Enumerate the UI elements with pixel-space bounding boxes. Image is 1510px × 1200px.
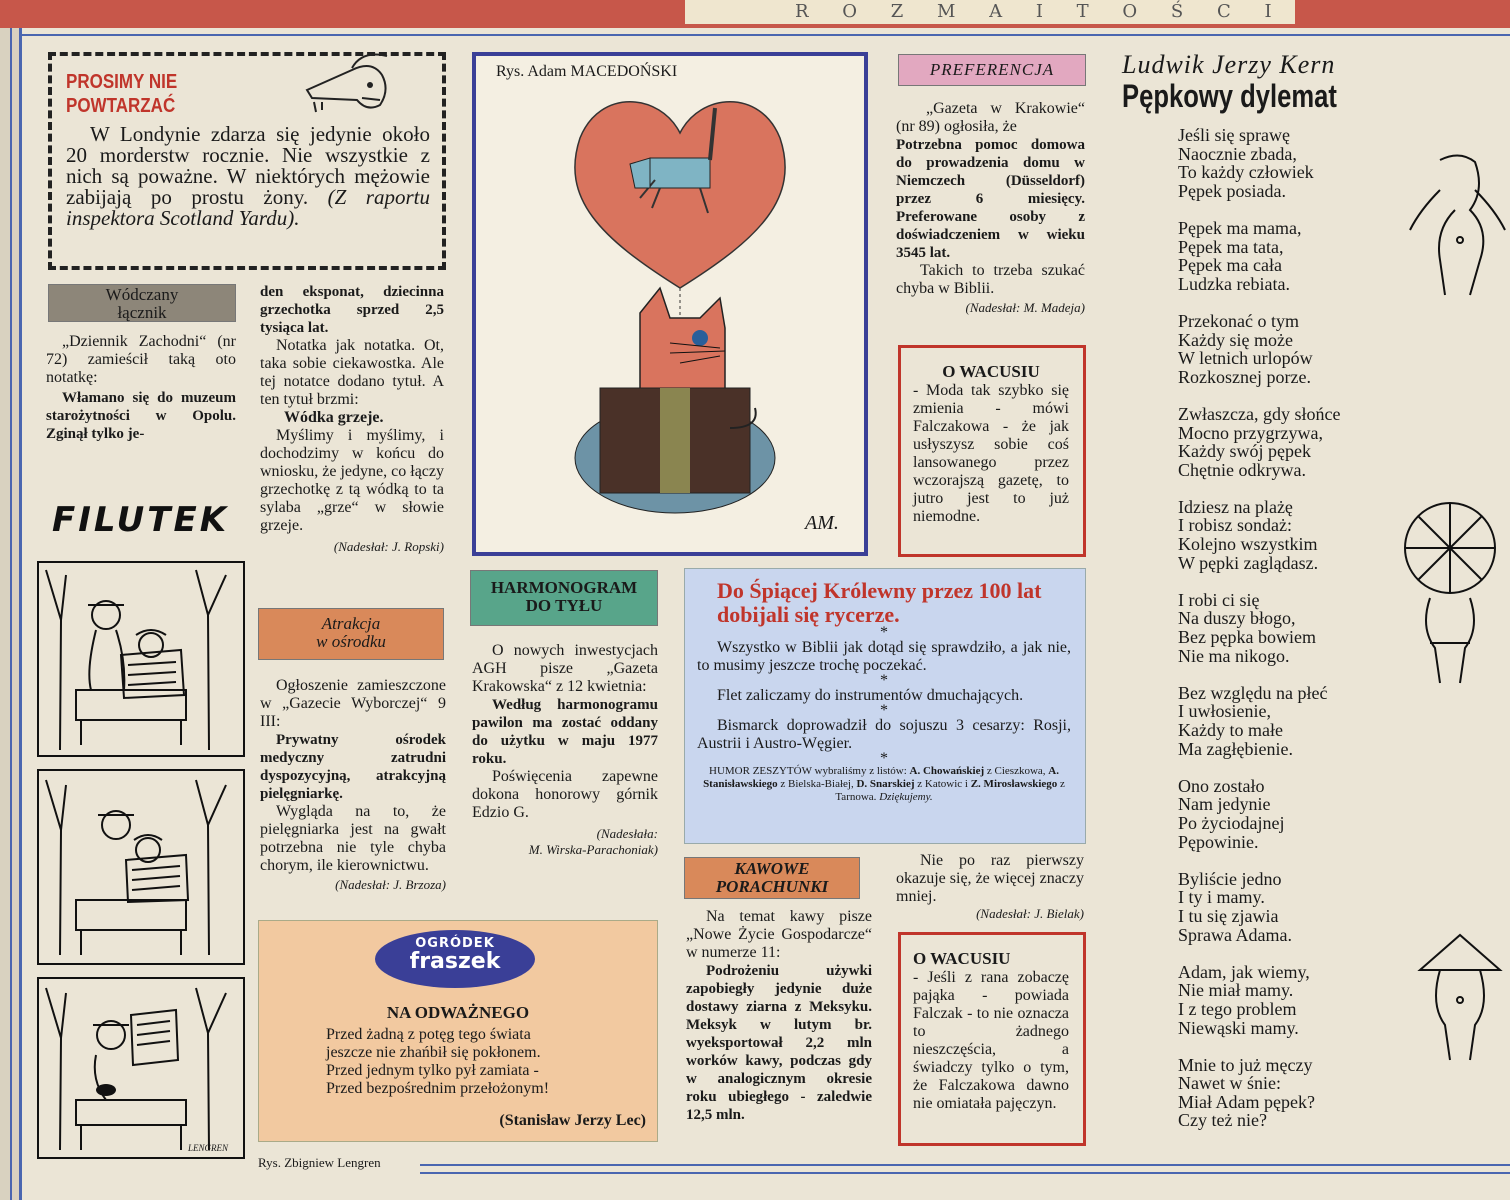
preferencja-intro: „Gazeta w Krakowie“ (nr 89) ogłosiła, że [896, 100, 1085, 135]
poem-line: Ludzka rebiata. [1178, 273, 1290, 294]
atrakcja-intro: Ogłoszenie zamieszczone w „Gazecie Wyborczej“ 9 III: [260, 677, 446, 730]
poem-line: I uwłosienie, [1178, 701, 1271, 722]
spiaca-star: * [880, 624, 888, 641]
poem-line: Mnie to już męczy [1178, 1054, 1313, 1075]
macedonski-credit: Rys. Adam MACEDOŃSKI [496, 63, 678, 80]
poem-stanza [1178, 870, 1438, 944]
prosimy-text: W Londynie zdarza się jedynie około 20 morderstw rocznie. Nie wszystkie z nich są poważne. W niektórych mężowie zabijają po prostu żony. (Z raportu inspektora Scotland Yardu). [66, 122, 430, 230]
poem-line: Adam, jak wiemy, [1178, 961, 1310, 982]
filutek-logo: FILUTEK [52, 500, 230, 540]
poem-stanza [1178, 684, 1438, 758]
poem-title: Pępkowy dylemat [1122, 78, 1337, 114]
kawowe-source: (Nadesłał: J. Bielak) [976, 906, 1084, 921]
wodczany-source: (Nadesłał: J. Ropski) [333, 539, 444, 554]
ogrodek-poem [326, 1026, 646, 1098]
poem-line: Nam jedynie [1178, 794, 1271, 815]
poem-line: Kolejno wszystkim [1178, 534, 1318, 555]
poem-line: Pępek posiada. [1178, 180, 1286, 201]
wacus2-title: O WACUSIU [913, 949, 1011, 968]
prosimy-title: PROSIMY NIE POWTARZAĆ [66, 71, 178, 117]
atrakcja-body [260, 677, 446, 893]
ogrodek-title: NA ODWAŻNEGO [386, 1003, 530, 1022]
prosimy-box [48, 52, 446, 270]
poem-line: Rozkosznej porze. [1178, 366, 1311, 387]
poem-line: Pępek ma tata, [1178, 236, 1284, 257]
kawowe-intro: Na temat kawy pisze „Nowe Życie Gospodarcze“ w numerze 11: [686, 908, 872, 961]
poem-line: I robisz sondaż: [1178, 515, 1292, 536]
preferencja-banner: PREFERENCJA [898, 54, 1086, 86]
poem-line: Byliście jedno [1178, 868, 1282, 889]
harmonogram-intro: O nowych inwestycjach AGH pisze „Gazeta Krakowska“ z 12 kwietnia: [472, 642, 658, 695]
preferencja-text: Takich to trzeba szukać chyba w Biblii. [896, 262, 1085, 297]
spiaca-star: * [880, 702, 888, 719]
atrakcja-source: (Nadesłał: J. Brzoza) [335, 877, 446, 892]
lengren-credit: Rys. Zbigniew Lengren [258, 1155, 381, 1170]
poem-line: Sprawa Adama. [1178, 924, 1292, 945]
poem-line: Idziesz na plażę [1178, 496, 1293, 517]
cat-heart-illustration [560, 88, 800, 528]
harmonogram-banner: HARMONOGRAM DO TYŁU [470, 570, 658, 626]
harmonogram-text: Poświęcenia zapewne dokona honorowy górnik Edzio G. [472, 768, 658, 821]
poem-stanza [1178, 405, 1438, 479]
poem-line: Ma zagłębienie. [1178, 738, 1293, 759]
spiaca-title: Do Śpiącej Królewny przez 100 lat dobijali się rycerze. [717, 578, 1042, 627]
poem-line: Miał Adam pępek? [1178, 1091, 1315, 1112]
wacus2-box [898, 932, 1086, 1146]
poem-stanza [1178, 1056, 1438, 1130]
harmonogram-source-2: M. Wirska-Parachoniak) [528, 842, 658, 857]
kawowe-body [686, 908, 872, 1124]
poem-line: I robi ci się [1178, 589, 1260, 610]
poem-line: Mocno przygrzywa, [1178, 422, 1323, 443]
poem-line: Po życiodajnej [1178, 812, 1285, 833]
poem-stanza [1178, 312, 1438, 386]
top-color-band [0, 0, 1510, 28]
poem-stanza [1178, 963, 1438, 1037]
ogrodek-logo: OGRÓDEK fraszek [375, 930, 535, 988]
wodczany-bold-start: Włamano się do muzeum starożytności w Opolu. Zginął tylko je- [46, 390, 236, 442]
preferencja-bold: Potrzebna pomoc domowa do prowadzenia domu w Niemczech (Düsseldorf) przez 6 miesięcy. Preferowane osoby z doświadczeniem w wieku 3545 lat. [896, 137, 1085, 261]
spiaca-item: Bismarck doprowadził do sojuszu 3 cesarzy: Rosji, Austrii i Austro-Węgier. [697, 717, 1071, 752]
spiaca-item: Wszystko w Biblii jak dotąd się sprawdziło, a jak nie, to musimy jeszcze trochę poczekać. [697, 639, 1071, 674]
nude-figure-1 [1400, 150, 1510, 300]
poem-line: W pępki zaglądasz. [1178, 552, 1319, 573]
poem-line: Niewąski mamy. [1178, 1017, 1299, 1038]
ogrodek-author: (Stanisław Jerzy Lec) [499, 1112, 646, 1129]
poem-line: Bez pępka bowiem [1178, 627, 1316, 648]
wodczany-bold-cont: den eksponat, dziecinna grzechotka sprzed 2,5 tysiąca lat. [260, 284, 444, 336]
wacus1-title: O WACUSIU [942, 362, 1040, 381]
poem-author: Ludwik Jerzy Kern [1122, 50, 1336, 79]
nude-figure-2 [1405, 925, 1510, 1065]
spiaca-star: * [880, 750, 888, 767]
poem-stanza [1178, 219, 1438, 293]
macedonski-signature: AM. [805, 512, 839, 534]
spiaca-item: Flet zaliczamy do instrumentów dmuchających. [717, 687, 1024, 704]
top-rule [22, 34, 1510, 40]
poem-line: I ty i mamy. [1178, 887, 1265, 908]
preferencja-body [896, 100, 1085, 316]
poem-line: Pępowinie. [1178, 831, 1259, 852]
bottom-rule [420, 1164, 1510, 1174]
ogrodek-line: jeszcze nie zhańbił się pokłonem. [326, 1044, 541, 1061]
poem-line: To każdy człowiek [1178, 162, 1314, 183]
poem-line: Bez względu na płeć [1178, 682, 1328, 703]
header-strip: R O Z M A I T O Ś C I [685, 0, 1295, 24]
wodczany-text1: Notatka jak notatka. Ot, taka sobie ciekawostka. Ale tej notatce dodano tytuł. A ten tytuł brzmi: [260, 337, 444, 408]
poem-line: Przekonać o tym [1178, 310, 1299, 331]
atrakcja-text: Wygląda na to, że pielęgniarka jest na gwałt potrzebna nie tyle chyba chorym, ile kierownictwu. [260, 803, 446, 874]
wacus1-text: - Moda tak szybko się zmienia - mówi Falczakowa - że jak usłyszysz sobie coś lansowanego przez wczorajszą gazetę, to jutro jest to już niemodne. [913, 382, 1069, 525]
umbrella-figure [1390, 498, 1510, 688]
spiaca-box [684, 568, 1086, 844]
poem-line: Nie ma nikogo. [1178, 645, 1290, 666]
kawowe-text: Nie po raz pierwszy okazuje się, że więcej znaczy mniej. [896, 852, 1084, 905]
poem-stanza [1178, 777, 1438, 851]
lengren-signature: LENGREN [188, 1143, 229, 1153]
poem-line: Ono zostało [1178, 775, 1265, 796]
spiaca-star: * [880, 672, 888, 689]
wodczany-bold2: Wódka grzeje. [284, 409, 384, 426]
wodczany-intro: „Dziennik Zachodni“ (nr 72) zamieścił taką oto notatkę: [46, 333, 236, 386]
kawowe-bold: Podrożeniu używki zapobiegły jedynie duże dostawy ziarna z Meksyku. Meksyk w lutym br. wyeksportował 2,2 mln worków kawy, podczas gdy w analogicznym okresie roku ubiegłego - zaledwie 12,5 mln. [686, 963, 872, 1123]
left-border-line [10, 28, 12, 1200]
poem-line: Pępek ma mama, [1178, 217, 1302, 238]
poem-stanza [1178, 126, 1438, 200]
poem-line: Nawet w śnie: [1178, 1073, 1281, 1094]
poem-line: W letnich urlopów [1178, 348, 1313, 369]
wodczany-col2 [260, 283, 444, 555]
harmonogram-body [472, 642, 658, 858]
caricature-face-icon [302, 50, 402, 120]
harmonogram-bold: Według harmonogramu pawilon ma zostać oddany do użytku w maju 1977 roku. [472, 697, 658, 767]
preferencja-source: (Nadesłał: M. Madeja) [965, 300, 1085, 315]
ogrodek-line: Przed bezpośrednim przełożonym! [326, 1080, 550, 1097]
poem-line: Jeśli się sprawę [1178, 125, 1290, 145]
wodczany-col1 [46, 333, 236, 443]
atrakcja-bold: Prywatny ośrodek medyczny zatrudni dyspozycyjną, atrakcyjną pielęgniarkę. [260, 732, 446, 802]
poem-line: Każdy to małe [1178, 720, 1283, 740]
poem-line: Nie miał mamy. [1178, 980, 1294, 1001]
poem-line: Na duszy błogo, [1178, 608, 1296, 629]
poem-line: Chętnie odkrywa. [1178, 459, 1306, 480]
spiaca-credits: HUMOR ZESZYTÓW wybraliśmy z listów: A. Chowańskiej z Cieszkowa, A. Stanisławskiego z Bielska-Białej, D. Snarskiej z Katowic i Z. Mirosławskiego z Tarnowa. Dziękujemy. [703, 765, 1065, 803]
poem-line: Pępek ma cała [1178, 255, 1282, 276]
poem-line: Zwłaszcza, gdy słońce [1178, 403, 1341, 424]
poem-line: Każdy swój pępek [1178, 441, 1311, 462]
kawowe-tail [896, 852, 1084, 922]
poem-line: Naocznie zbada, [1178, 143, 1297, 164]
wacus1-box [898, 345, 1086, 557]
kawowe-banner: KAWOWE PORACHUNKI [684, 857, 860, 899]
poem-line: Czy też nie? [1178, 1110, 1267, 1131]
poem-line: Każdy się może [1178, 329, 1293, 350]
filutek-comic [36, 560, 248, 1160]
poem-line: I tu się zjawia [1178, 905, 1279, 926]
atrakcja-banner: Atrakcja w ośrodku [258, 608, 444, 660]
poem-line: I z tego problem [1178, 998, 1297, 1019]
wodczany-text2: Myślimy i myślimy, i dochodzimy w końcu do wniosku, że jedyne, co łączy grzechotkę z tą wódką to ta sylaba „grze“ w słowie grzeje. [260, 427, 444, 534]
wacus2-text: - Jeśli z rana zobaczę pająka - powiada Falczak - to nie oznacza to żadnego nieszczęścia, a świadczy tylko o tym, że Falczakowa dawno nie omiatała pajęczyn. [913, 969, 1069, 1112]
harmonogram-source-1: (Nadesłała: [596, 826, 658, 841]
ogrodek-line: Przed żadną z potęg tego świata [326, 1026, 531, 1043]
wodczany-banner: Wódczany łącznik [48, 284, 236, 322]
ogrodek-line: Przed jednym tylko pył zamiata - [326, 1062, 539, 1079]
